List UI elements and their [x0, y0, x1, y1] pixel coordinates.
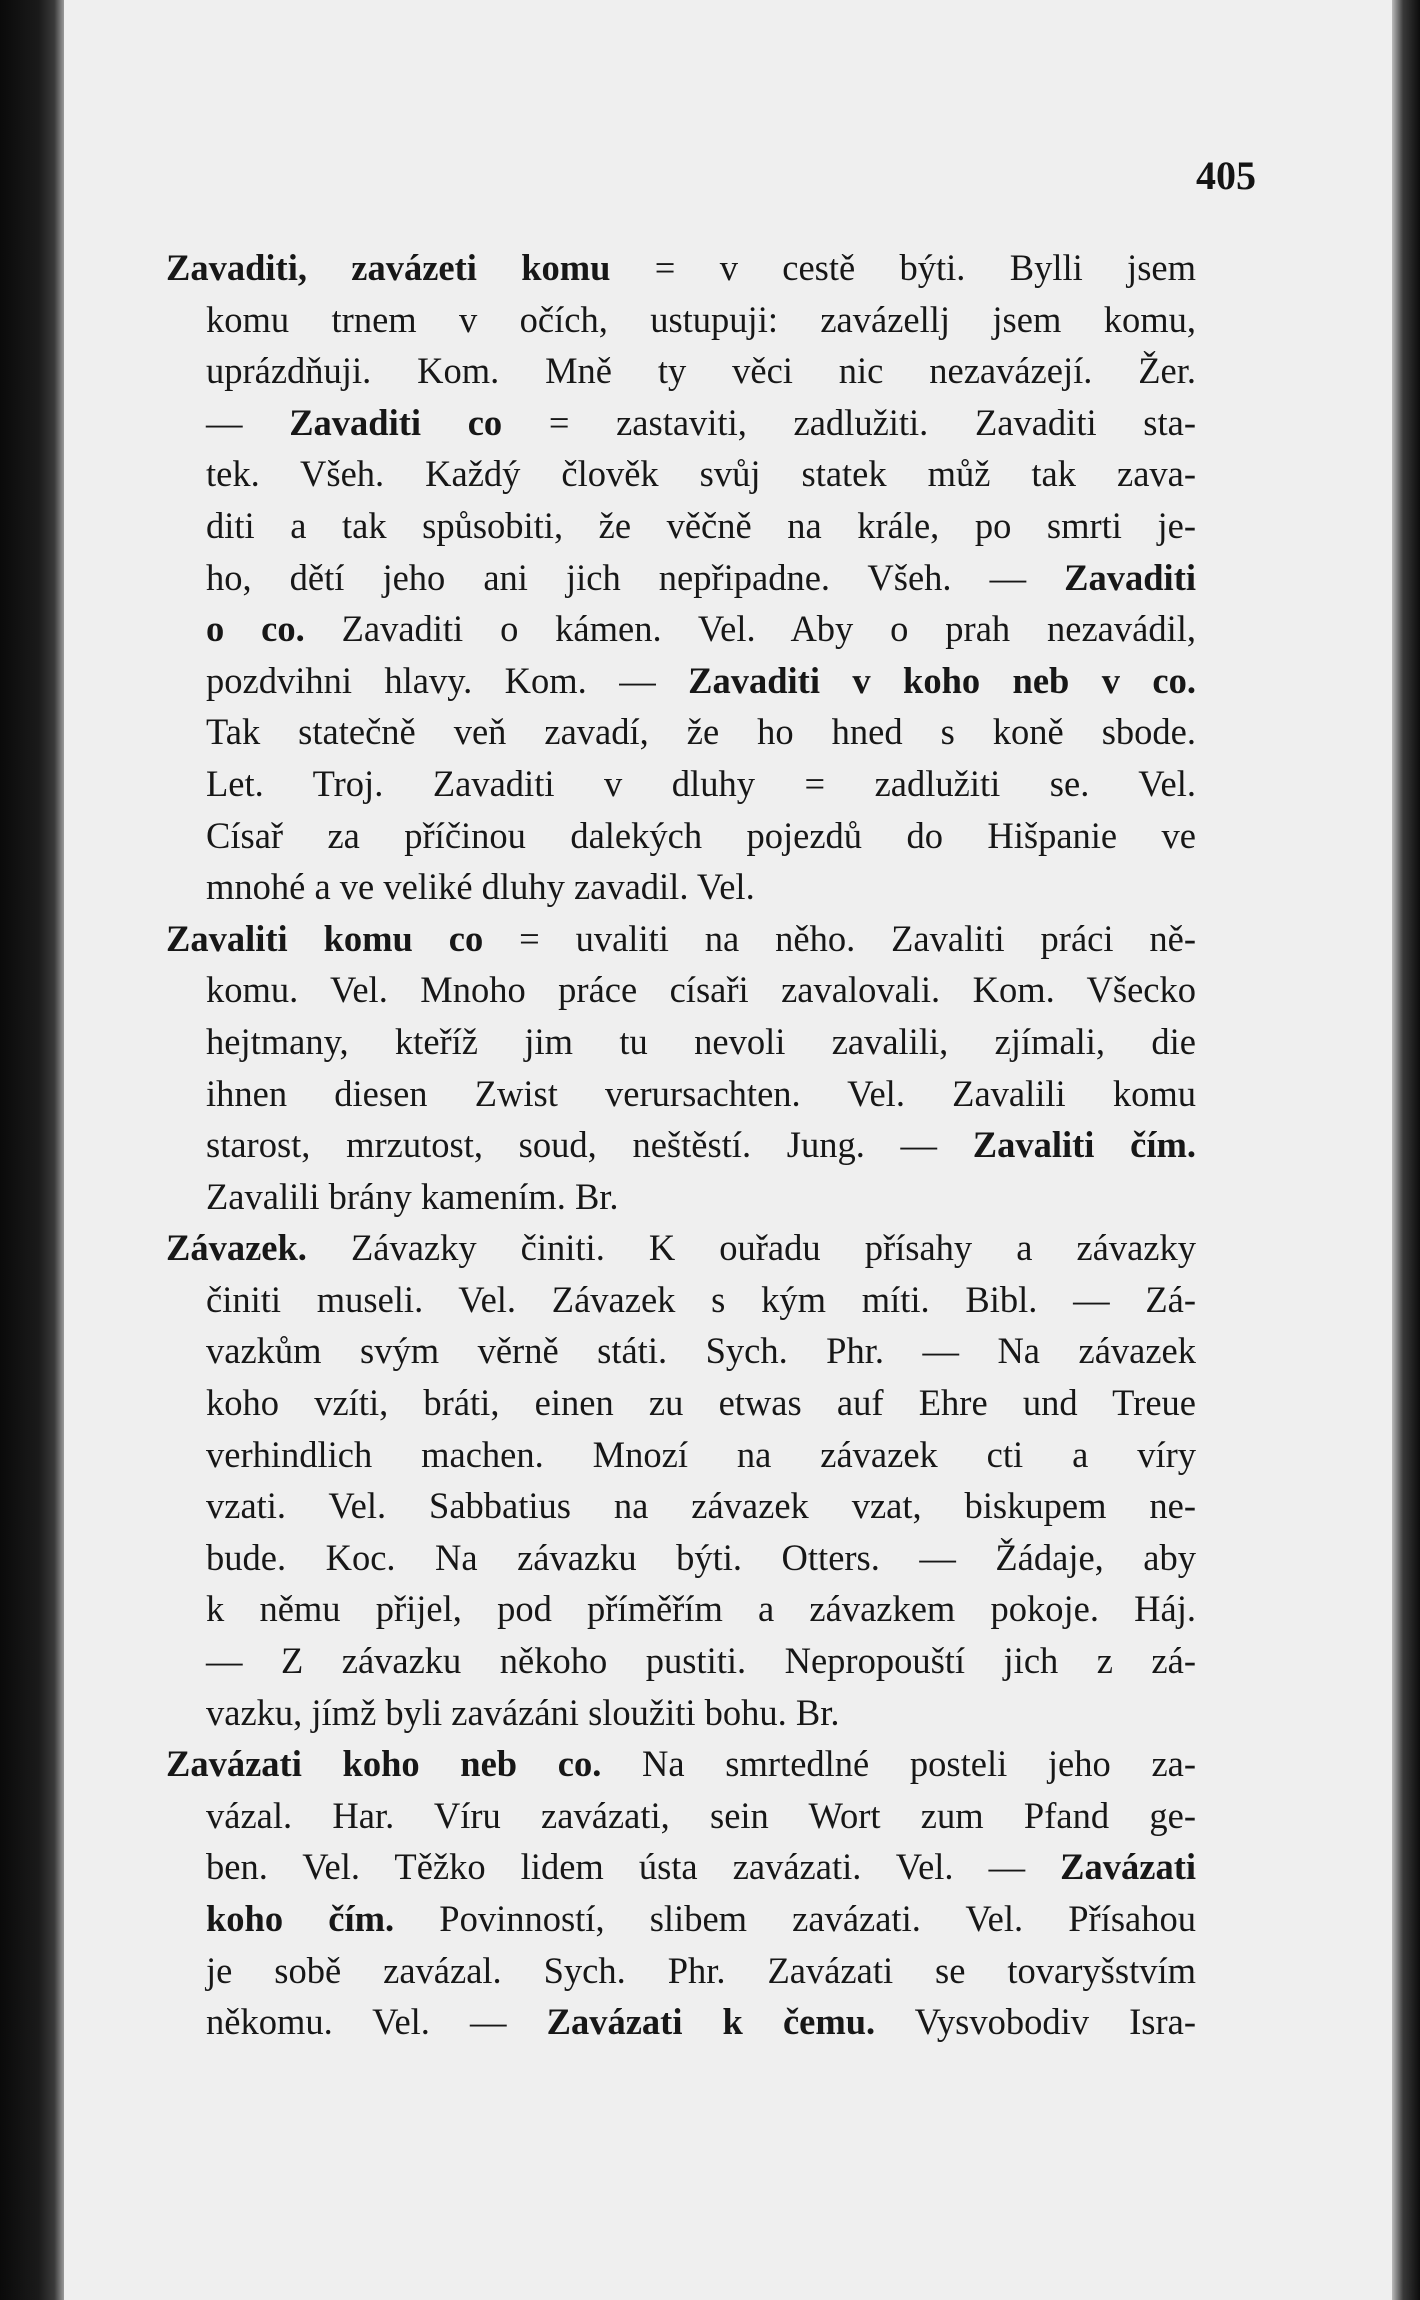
text-segment: hejtmany, kteříž jim tu nevoli zavalili, zjímali, die [206, 1020, 1196, 1062]
text-line [166, 1945, 1196, 1997]
text-segment: verhindlich machen. Mnozí na závazek cti a víry [206, 1433, 1196, 1475]
text-line [166, 1635, 1196, 1687]
text-line [166, 1119, 1196, 1171]
text-segment: tek. Všeh. Každý člověk svůj statek můž tak zava- [206, 453, 1196, 495]
text-line [166, 1480, 1196, 1532]
text-line [166, 1429, 1196, 1481]
text-segment: ihnen diesen Zwist verursachten. Vel. Zavalili komu [206, 1072, 1196, 1114]
text-line [166, 1171, 1196, 1223]
text-line [166, 345, 1196, 397]
text-line [166, 1016, 1196, 1068]
text-segment: Vysvobodiv Isra- [875, 2001, 1196, 2043]
text-segment: je sobě zavázal. Sych. Phr. Zavázati se tovaryšstvím [206, 1949, 1196, 1991]
text-segment: — Z závazku někoho pustiti. Nepropouští jich z zá- [206, 1640, 1196, 1682]
text-segment: Na smrtedlné posteli jeho za- [601, 1743, 1196, 1785]
text-line [166, 1790, 1196, 1842]
text-segment: Povinností, slibem zavázati. Vel. Přísahou [394, 1898, 1196, 1939]
page-number: 405 [1196, 153, 1256, 198]
text-line [166, 1532, 1196, 1584]
headword: Zavaditi co [289, 401, 503, 443]
text-line [166, 758, 1196, 810]
text-line [166, 294, 1196, 346]
text-segment: Let. Troj. Zavaditi v dluhy = zadlužiti se. Vel. [206, 762, 1196, 804]
headword: Zavázati koho neb co. [166, 1743, 602, 1785]
text-line [166, 397, 1196, 449]
text-segment: Tak statečně veň zavadí, že ho hned s koně sbode. [206, 711, 1196, 753]
headword: Zavaliti komu co [166, 917, 484, 959]
text-segment: k němu přijel, pod příměřím a závazkem pokoje. Háj. [206, 1588, 1196, 1630]
headword: koho čím. [206, 1898, 395, 1939]
text-line [166, 1325, 1196, 1377]
text-segment: vazkům svým věrně státi. Sych. Phr. — Na závazek [206, 1330, 1196, 1372]
text-line [166, 448, 1196, 500]
text-segment: Císař za příčinou dalekých pojezdů do Hišpanie ve [206, 814, 1196, 856]
headword: Zavaditi v koho neb v co. [688, 659, 1197, 701]
text-line [166, 552, 1196, 604]
text-segment: uprázdňuji. Kom. Mně ty věci nic nezavázejí. Žer. [206, 350, 1196, 392]
text-line [166, 1583, 1196, 1635]
headword: Zavaditi [1064, 556, 1196, 598]
text-segment: ben. Vel. Těžko lidem ústa zavázati. Vel. — [206, 1846, 1061, 1888]
headword: Zavaditi, zavázeti komu [166, 247, 611, 288]
entry-first-line [166, 1738, 1196, 1790]
text-segment: Zavaditi o kámen. Vel. Aby o prah nezavádil, [304, 608, 1196, 650]
text-line [166, 1893, 1196, 1945]
text-segment: komu trnem v očích, ustupuji: zavázellj jsem komu, [206, 298, 1196, 340]
text-segment: Zavalili brány kamením. Br. [206, 1175, 619, 1217]
headword: Zavázati [1060, 1846, 1196, 1888]
text-segment: vzati. Vel. Sabbatius na závazek vzat, biskupem ne- [206, 1485, 1196, 1527]
text-line [166, 1274, 1196, 1326]
headword: o co. [206, 608, 305, 650]
scan-border-left [0, 0, 64, 2300]
text-line [166, 603, 1196, 655]
text-segment: vazku, jímž byli zavázáni sloužiti bohu. Br. [206, 1691, 840, 1733]
text-line [166, 1068, 1196, 1120]
text-segment: = uvaliti na něho. Zavaliti práci ně- [483, 917, 1196, 959]
dictionary-text [166, 242, 1196, 2048]
text-segment: — [206, 401, 290, 443]
text-segment: ho, dětí jeho ani jich nepřipadne. Všeh. — [206, 556, 1065, 598]
text-segment: komu. Vel. Mnoho práce císaři zavalovali. Kom. Všecko [206, 969, 1196, 1011]
entry-first-line [166, 1222, 1196, 1274]
text-segment: mnohé a ve veliké dluhy zavadil. Vel. [206, 866, 755, 908]
text-line [166, 964, 1196, 1016]
text-segment: koho vzíti, bráti, einen zu etwas auf Ehre und Treue [206, 1382, 1196, 1424]
text-line [166, 655, 1196, 707]
book-page [64, 0, 1392, 2300]
text-segment: vázal. Har. Víru zavázati, sein Wort zum Pfand ge- [206, 1794, 1196, 1836]
text-segment: = zastaviti, zadlužiti. Zavaditi sta- [502, 401, 1196, 443]
text-line [166, 1841, 1196, 1893]
text-line [166, 1377, 1196, 1429]
text-line [166, 810, 1196, 862]
entry-first-line [166, 913, 1196, 965]
text-segment: diti a tak spůsobiti, že věčně na krále, po smrti je- [206, 504, 1196, 546]
text-segment: Závazky činiti. K ouřadu přísahy a závazky [306, 1227, 1196, 1269]
text-segment: někomu. Vel. — [206, 2001, 547, 2043]
headword: Zavázati k čemu. [546, 2001, 876, 2043]
text-segment: starost, mrzutost, soud, neštěstí. Jung. — [206, 1124, 973, 1166]
entry-first-line [166, 242, 1196, 294]
text-segment: pozdvihni hlavy. Kom. — [206, 659, 689, 701]
text-segment: = v cestě býti. Bylli jsem [610, 247, 1196, 288]
text-line [166, 500, 1196, 552]
text-line [166, 1996, 1196, 2048]
headword: Zavaliti čím. [972, 1124, 1196, 1166]
text-line [166, 1687, 1196, 1739]
text-line [166, 706, 1196, 758]
text-line [166, 861, 1196, 913]
scan-border-right [1392, 0, 1420, 2300]
text-segment: bude. Koc. Na závazku býti. Otters. — Žádaje, aby [206, 1536, 1196, 1578]
headword: Závazek. [166, 1227, 307, 1269]
text-segment: činiti museli. Vel. Závazek s kým míti. Bibl. — Zá- [206, 1278, 1196, 1320]
